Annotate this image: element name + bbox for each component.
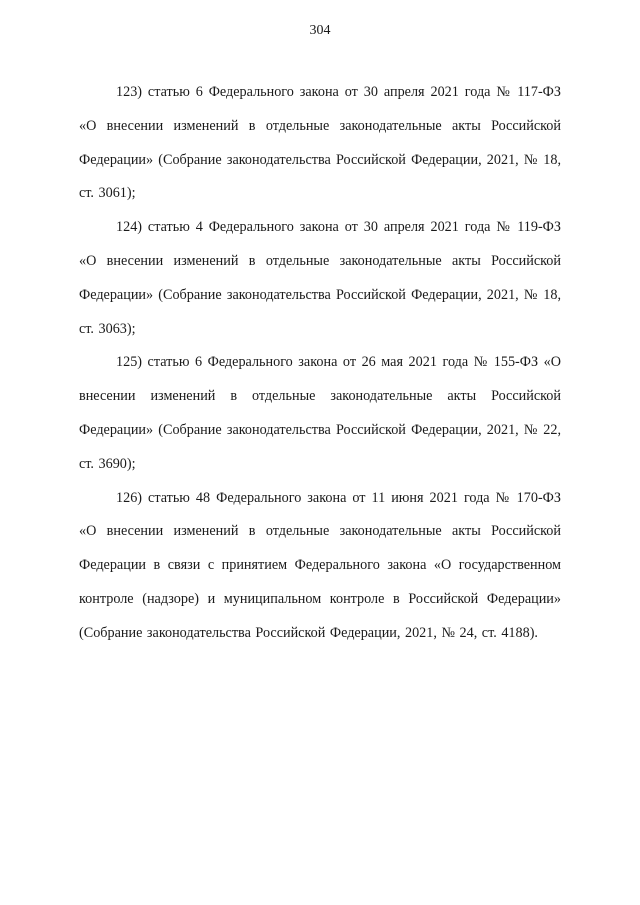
list-item-126: 126) статью 48 Федерального закона от 11 июня 2021 года № 170-ФЗ «О внесении изменений в отдельные законодательные акты Российской Федерации в связи с принятием Федерального закона «О государственном контроле (надзоре) и муниципальном контроле в Российской Федерации» (Собрание законодательства Российской Федерации, 2021, № 24, ст. 4188). <box>79 489 561 641</box>
page-number: 304 <box>309 23 331 38</box>
list-item-124: 124) статью 4 Федерального закона от 30 апреля 2021 года № 119-ФЗ «О внесении изменений в отдельные законодательные акты Российской Федерации» (Собрание законодательства Российской Федерации, 2021, № 18, ст. 3063); <box>79 219 561 337</box>
list-item-125: 125) статью 6 Федерального закона от 26 мая 2021 года № 155-ФЗ «О внесении изменений в отдельные законодательные акты Российской Федерации» (Собрание законодательства Российской Федерации, 2021, № 22, ст. 3690); <box>79 354 561 472</box>
document-body <box>79 76 561 651</box>
list-item-123: 123) статью 6 Федерального закона от 30 апреля 2021 года № 117-ФЗ «О внесении изменений в отдельные законодательные акты Российской Федерации» (Собрание законодательства Российской Федерации, 2021, № 18, ст. 3061); <box>79 84 561 202</box>
